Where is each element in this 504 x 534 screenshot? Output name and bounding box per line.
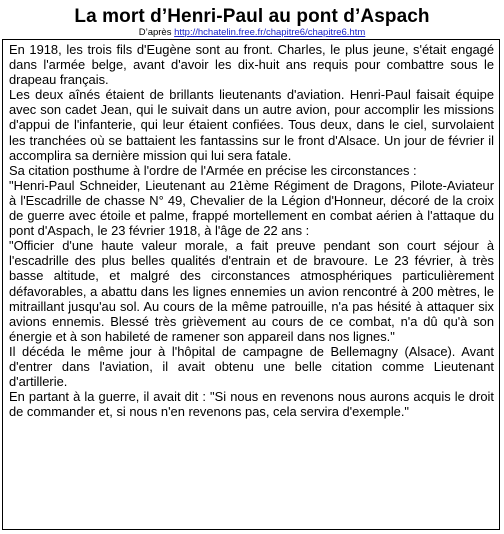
source-link[interactable]: http://hchatelin.free.fr/chapitre6/chapitre6.htm — [174, 27, 366, 38]
paragraph-aviation-lieutenants: Les deux aînés étaient de brillants lieutenants d'aviation. Henri-Paul faisait équipe avec son cadet Jean, qui le suivait dans un autre avion, pour accomplir les missions d'appui de l'infanterie, qui leur étaient confiées. Tous deux, dans le ciel, survolaient les tranchées où se battaient les fantassins sur le front d'Alsace. Un jour de février il accomplira sa dernière mission qui lui sera fatale. — [9, 87, 494, 163]
text-frame — [2, 39, 500, 530]
source-prefix: D’après — [138, 27, 172, 38]
paragraph-sons-at-front: En 1918, les trois fils d'Eugène sont au front. Charles, le plus jeune, s'était engagé dans l'armée belge, avant d'avoir les dix-huit ans requis pour combattre sous le drapeau français. — [9, 42, 494, 88]
paragraph-citation-text: "Officier d'une haute valeur morale, a fait preuve pendant son court séjour à l'escadrille des plus belles qualités d'entrain et de bravoure. Le 23 février, à très basse altitude, et malgré des circonstances atmosphériques particulièrement défavorables, a abattu dans les lignes ennemies un avion rencontré à 200 mètres, le mitraillant jusqu'au sol. Au cours de la même patrouille, n'a pas hésité à attaquer six avions ennemis. Blessé très grièvement au cours de ce combat, n'a dû qu'à son énergie et à son habileté de ramener son appareil dans nos lignes." — [9, 238, 494, 344]
paragraph-last-words: En partant à la guerre, il avait dit : "Si nous en revenons nous aurons acquis le droit de commander et, si nous n'en revenons pas, cela servira d'exemple." — [9, 389, 494, 420]
paragraph-citation-intro: Sa citation posthume à l'ordre de l'Armée en précise les circonstances : — [9, 162, 417, 178]
source-line — [0, 27, 504, 39]
paragraph-death: Il décéda le même jour à l'hôpital de campagne de Bellemagny (Alsace). Avant d'entrer dans l'aviation, il avait obtenu une belle citation comme Lieutenant d'artillerie. — [9, 343, 494, 390]
paragraph-citation-identity: "Henri-Paul Schneider, Lieutenant au 21ème Régiment de Dragons, Pilote-Aviateur à l'Escadrille de chasse N° 49, Chevalier de la Légion d'Honneur, décoré de la croix de guerre avec étoile et palme, frappé mortellement en combat aérien à l'attaque du pont d'Aspach, le 23 février 1918, à l'âge de 22 ans : — [9, 177, 494, 239]
document-title: La mort d’Henri-Paul au pont d’Aspach — [74, 6, 430, 27]
